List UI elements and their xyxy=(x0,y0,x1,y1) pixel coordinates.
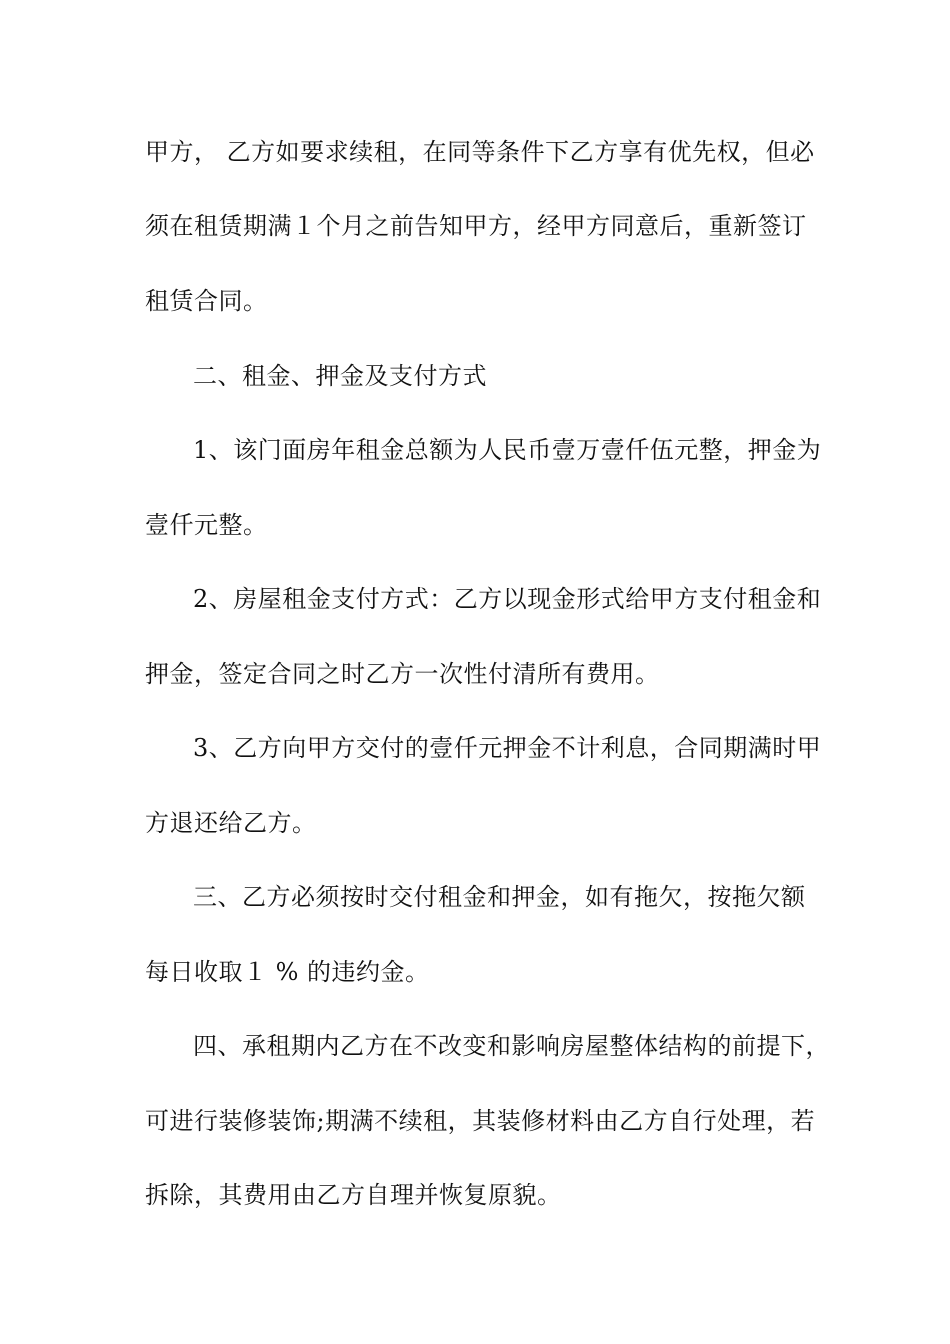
section-heading: 二、租金、押金及支付方式 xyxy=(193,362,487,390)
text-line: 须在租赁期满１个月之前告知甲方，经甲方同意后，重新签订 xyxy=(145,212,807,240)
text-line: 1、该门面房年租金总额为人民币壹万壹仟伍元整，押金为 xyxy=(193,436,822,464)
text-line: 三、乙方必须按时交付租金和押金，如有拖欠，按拖欠额 xyxy=(193,883,806,911)
text-line: 可进行装修装饰;期满不续租，其装修材料由乙方自行处理，若 xyxy=(145,1107,816,1135)
text-line: 押金，签定合同之时乙方一次性付清所有费用。 xyxy=(145,660,660,688)
text-line: 3、乙方向甲方交付的壹仟元押金不计利息，合同期满时甲 xyxy=(193,734,822,762)
text-line: 四、承租期内乙方在不改变和影响房屋整体结构的前提下， xyxy=(193,1032,830,1060)
text-line: 每日收取１ % 的违约金。 xyxy=(145,958,430,986)
text-line: 拆除，其费用由乙方自理并恢复原貌。 xyxy=(145,1181,562,1209)
text-line: 甲方， 乙方如要求续租，在同等条件下乙方享有优先权，但必 xyxy=(145,138,815,166)
text-line: 壹仟元整。 xyxy=(145,511,268,539)
text-line: 租赁合同。 xyxy=(145,287,268,315)
text-line: 方退还给乙方。 xyxy=(145,809,317,837)
text-line: 2、房屋租金支付方式：乙方以现金形式给甲方支付租金和 xyxy=(193,585,822,613)
